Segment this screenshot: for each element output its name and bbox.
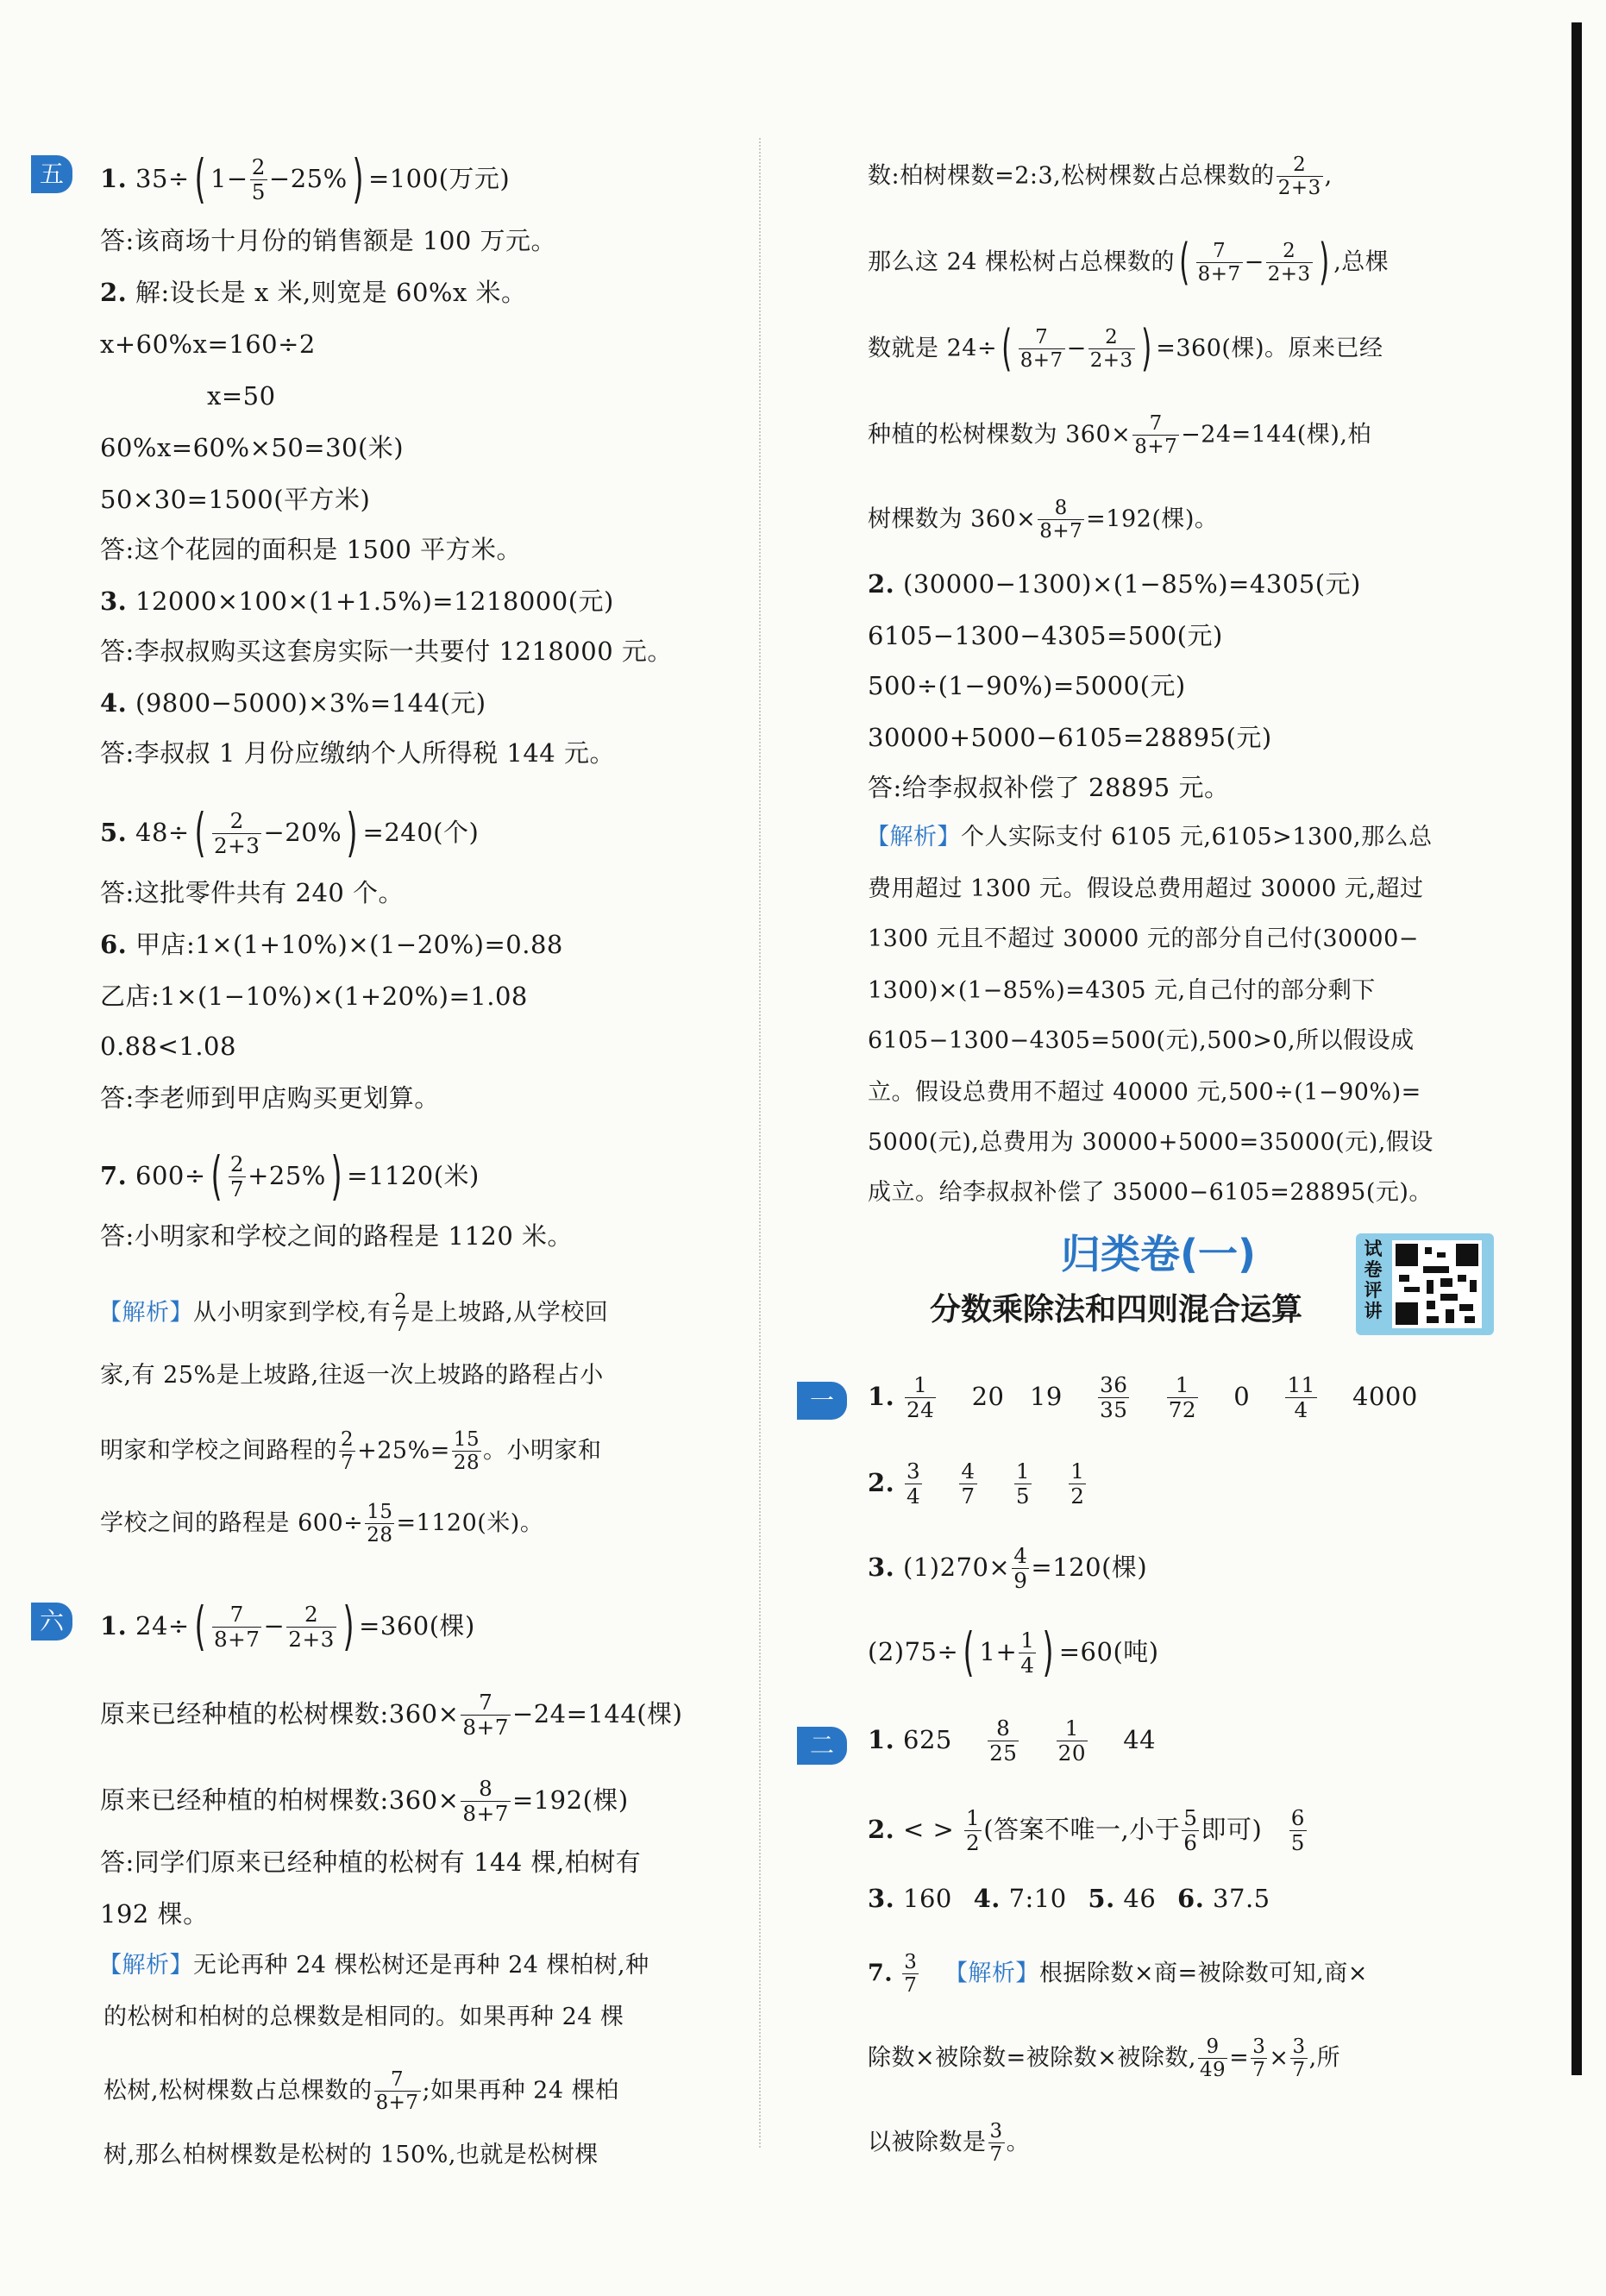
answer-line: 7. $\frac{3}{7}$ 【解析】根据除数×商=被除数可知,商× [868,1951,1368,1998]
answer-line: 答:给李叔叔补偿了 28895 元。 [868,773,1230,802]
answer-line: 7. 600÷( $\frac{2}{7}$ +25%) =1120(米) [100,1145,480,1208]
answer-line: 5. 48÷( $\frac{2}{2+3}$ −20%) =240(个) [100,802,480,864]
analysis-line: 【解析】无论再种 24 棵松树还是再种 24 棵柏树,种 [98,1952,649,1979]
answer-line: 答:这批零件共有 240 个。 [100,878,405,907]
answer-line: 原来已经种植的柏树棵数:360× $\frac{8}{8+7}$ =192(棵) [100,1776,629,1827]
answer-line: 60%x=60%×50=30(米) [100,433,405,462]
qr-code-panel[interactable] [1356,1233,1494,1335]
analysis-line: 1300)×(1−85%)=4305 元,自己付的部分剩下 [868,977,1376,1004]
answer-line: 1. 625 $\frac{8}{25}$ $\frac{1}{20}$ 44 [868,1716,1157,1766]
answer-line: 3. (1)270× $\frac{4}{9}$ =120(棵) [868,1543,1148,1594]
analysis-line: 费用超过 1300 元。假设总费用超过 30000 元,超过 [868,875,1424,902]
analysis-line: 【解析】从小明家到学校,有 $\frac{2}{7}$ 是上坡路,从学校回 [98,1290,609,1337]
section-badge-6: 六 [31,1603,72,1640]
analysis-line: 5000(元),总费用为 30000+5000=35000(元),假设 [868,1129,1433,1156]
analysis-line: 成立。给李叔叔补偿了 35000−6105=28895(元)。 [868,1179,1433,1206]
analysis-line: 数:柏树棵数=2:3,松树棵数占总棵数的 $\frac{2}{2+3}$ , [868,154,1333,200]
answer-line: 原来已经种植的松树棵数:360× $\frac{7}{8+7}$ −24=144(棵) [100,1690,683,1741]
answer-line: 4. (9800−5000)×3%=144(元) [100,688,486,718]
answer-line: 500÷(1−90%)=5000(元) [868,671,1186,700]
answer-line: 答:小明家和学校之间的路程是 1120 米。 [100,1221,574,1251]
answer-line: 2. < > $\frac{1}{2}$ (答案不唯一,小于 $\frac{5}{6}$ 即可) $\frac{6}{5}$ [868,1805,1305,1856]
answer-line: 6. 甲店:1×(1+10%)×(1−20%)=0.88 [100,930,563,959]
answer-line: 6105−1300−4305=500(元) [868,621,1223,650]
analysis-line: 的松树和柏树的总棵数是相同的。如果再种 24 棵 [104,2004,624,2030]
answer-line: 答:同学们原来已经种植的松树有 144 棵,柏树有 [100,1847,642,1877]
answer-line: 答:该商场十月份的销售额是 100 万元。 [100,226,557,255]
answer-line: 答:这个花园的面积是 1500 平方米。 [100,535,523,564]
answer-line: 2. 解:设长是 x 米,则宽是 60%x 米。 [100,278,527,307]
analysis-line: 立。假设总费用不超过 40000 元,500÷(1−90%)= [868,1079,1421,1106]
answer-line: (2)75÷( 1+ $\frac{1}{4}$ ) =60(吨) [868,1622,1159,1684]
answer-line: 2. (30000−1300)×(1−85%)=4305(元) [868,569,1361,599]
answer-line: 30000+5000−6105=28895(元) [868,723,1272,752]
answer-line: 乙店:1×(1−10%)×(1+20%)=1.08 [100,982,528,1011]
qr-label: 试卷评讲 [1364,1239,1383,1321]
answer-line: 50×30=1500(平方米) [100,485,371,514]
analysis-line: 1300 元且不超过 30000 元的部分自己付(30000− [868,925,1419,952]
binder-edge [1571,22,1582,2075]
qr-code-icon [1392,1240,1482,1328]
answer-line: 答:李老师到甲店购买更划算。 [100,1083,440,1113]
analysis-line: 数就是 24÷( $\frac{7}{8+7}$ − $\frac{2}{2+3}$ ) =360(棵)。原来已经 [868,320,1383,378]
answer-line: x=50 [207,381,276,411]
answer-line: x+60%x=160÷2 [100,329,316,359]
analysis-line: 明家和学校之间路程的 $\frac{2}{7}$ +25%= $\frac{15}{28}$ 。小明家和 [100,1428,602,1475]
section-title: 归类卷(一) [1061,1231,1257,1277]
section-badge-1: 一 [797,1382,847,1420]
answer-line: 1. 24÷( $\frac{7}{8+7}$ − $\frac{2}{2+3}$ ) =360(棵) [100,1596,475,1658]
analysis-line: 松树,松树棵数占总棵数的 $\frac{7}{8+7}$ ;如果再种 24 棵柏 [104,2068,619,2115]
answer-line: 答:李叔叔购买这套房实际一共要付 1218000 元。 [100,637,673,666]
answer-line: 3. 12000×100×(1+1.5%)=1218000(元) [100,587,614,616]
analysis-line: 以被除数是 $\frac{3}{7}$ 。 [868,2120,1031,2167]
analysis-line: 学校之间的路程是 600÷ $\frac{15}{28}$ =1120(米)。 [100,1501,544,1547]
analysis-line: 树棵数为 360× $\frac{8}{8+7}$ =192(棵)。 [868,497,1219,543]
section-badge-5: 五 [31,155,72,193]
answer-line: 1. $\frac{1}{24}$ 20 19 $\frac{36}{35}$ $\frac{1}{72}$ 0 $\frac{11}{4}$ 4000 [868,1372,1418,1423]
analysis-line: 那么这 24 棵松树占总棵数的( $\frac{7}{8+7}$ − $\frac{2}{2+3}$ ) ,总棵 [868,234,1390,292]
answer-line: 2. $\frac{3}{4}$ $\frac{4}{7}$ $\frac{1}{5}$ $\frac{1}{2}$ [868,1459,1085,1509]
analysis-line: 树,那么柏树棵数是松树的 150%,也就是松树棵 [104,2142,599,2168]
section-badge-2: 二 [797,1727,847,1765]
section-subtitle: 分数乘除法和四则混合运算 [930,1292,1303,1327]
answer-line: 1. 35÷( 1− $\frac{2}{5}$ −25%) =100(万元) [100,148,511,210]
analysis-line: 除数×被除数=被除数×被除数, $\frac{9}{49}$ = $\frac{3}{7}$ × $\frac{3}{7}$ ,所 [868,2036,1341,2082]
answer-line: 答:李叔叔 1 月份应缴纳个人所得税 144 元。 [100,738,615,768]
answer-line: 3. 160 4. 7:10 5. 46 6. 37.5 [868,1884,1270,1913]
answer-line: 192 棵。 [100,1899,209,1929]
answer-line: 0.88<1.08 [100,1032,236,1061]
analysis-line: 家,有 25%是上坡路,往返一次上坡路的路程占小 [100,1362,604,1389]
analysis-line: 种植的松树棵数为 360× $\frac{7}{8+7}$ −24=144(棵),柏 [868,412,1371,459]
analysis-line: 【解析】个人实际支付 6105 元,6105>1300,那么总 [866,824,1433,850]
analysis-line: 6105−1300−4305=500(元),500>0,所以假设成 [868,1027,1415,1054]
column-divider [759,138,761,2148]
